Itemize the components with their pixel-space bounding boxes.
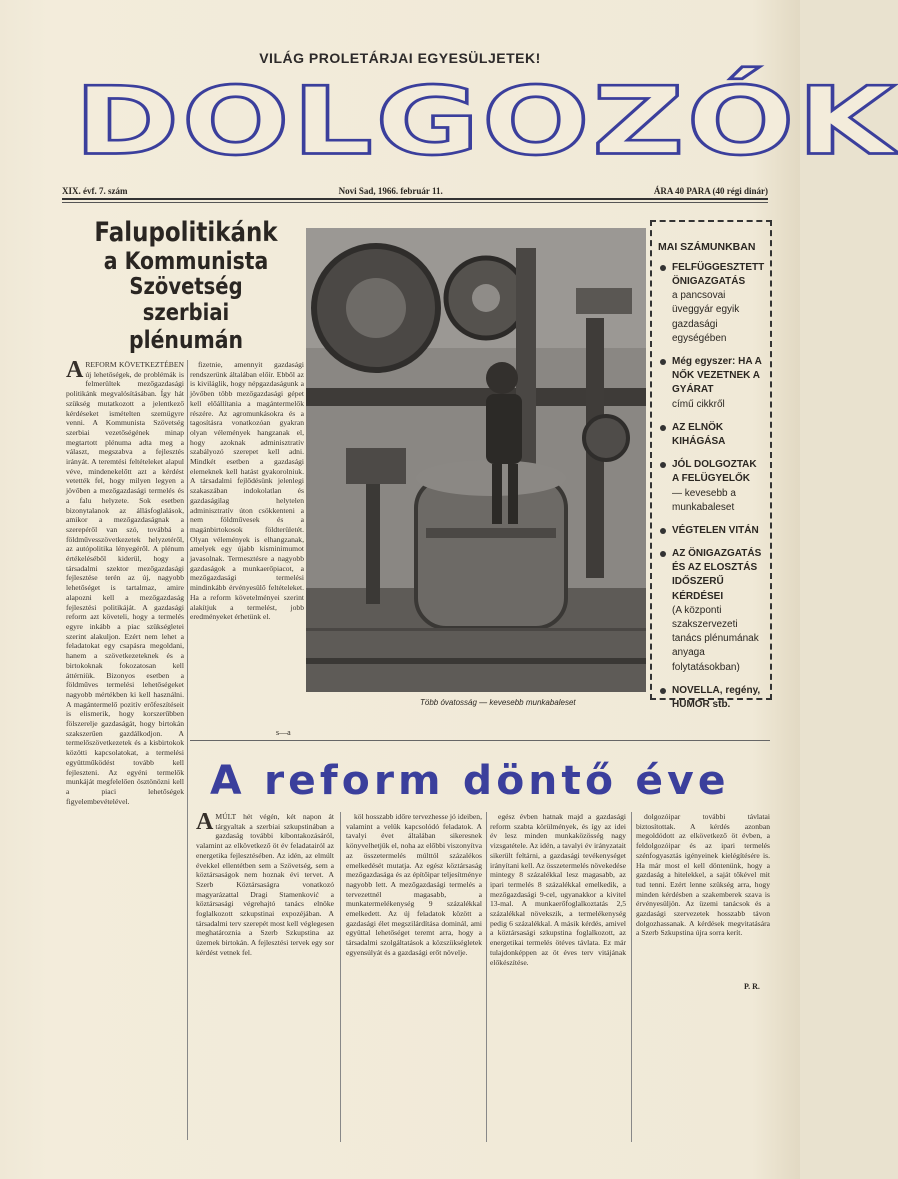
issue-info-bar [62,186,768,200]
contents-item-note: (A központi szakszervezeti tanács plénumának anyaga folytatásokban) [672,604,759,673]
article2-column-3 [490,812,626,1142]
article2-signoff: P. R. [744,982,760,991]
slogan: VILÁG PROLETÁRJAI EGYESÜLJETEK! [259,50,541,66]
article2-column-4 [636,812,770,1142]
dropcap: A [196,809,214,835]
contents-item-title: NOVELLA, regény, HUMOR stb. [672,684,761,710]
article-text: egész évben hatnak majd a gazdasági reform szabta körülmények, és így az idei év lesz minden munkaközösség nagy vizsgatétele. Az idén, a tavalyi év irányzatait sikerült feltárni, a gazdasági tevékenységet irányítani kell. Az összetermelés növekedése mintegy 8 százalékkal lesz magasabb, az ipari termelés 8 százalékkal emelkedik, a mezőgazdasági 9-cel, ugyanakkor a kivitel 13-mal. A munkaerőfoglalkoztatás 2,5 százalékkal növekszik, a termelékenység pedig 6 százalékkal. A másik kérdés, amivel a köztársasági szkupstina foglalkozott, az energetikai termelés ötéves távlata. Ez már tulajdonképpen az öt éves terv vitájának előkészítése. [490,812,627,967]
contents-heading: MAI SZÁMUNKBAN [658,241,756,253]
contents-item-note: című cikkről [672,398,725,410]
headline-line: a Kommunista [103,247,269,276]
contents-item[interactable] [658,355,764,412]
section-divider [190,740,770,741]
contents-item-title: JÓL DOLGOZTAK A FELÜGYELŐK [672,459,757,485]
contents-item[interactable] [658,524,764,538]
contents-item[interactable] [658,421,764,449]
article-text: dolgozóipar további távlatai biztosítottak. A kérdés azonban megoldódott az elkövetkező öt évben, a feldolgozóipar és az ipari termelés szénfogyasztás igényeinek kielégítésére is. Ha már most el kell döntenünk, hogy a gazdaság a hitelekkel, a saját tőkével mit tud tenni. Ezért lenne szükség arra, hogy minden kérdésben a szakemberek szava is érvényesüljön. Az üzemi tanácsok és a gazdasági szervezetek hosszabb távon dolgozhassanak. A kérdések megvitatására a Szerb Szkupstina újra sorra kerít. [636,812,770,938]
contents-item-note: a pancsovai üveggyár egyik gazdasági egységében [672,290,740,344]
column-divider [631,812,632,1142]
contents-item[interactable] [658,684,764,712]
article-text: fizetnie, amennyit gazdasági rendszerünk általában előír. Ebből az is kiviláglik, hogy népgazdaságunk a jövőben több mezőgazdasági gépet kell előállítania a magántermelők részére. Az agromunkásokra és a tagosításra vonatkozóan gyakran olyan vélemények hangzanak el, hogy azoknak adminisztratív szabályozó szerepet kell adni. Mindkét esetben a gazdasági elemeknek kell hatást gyakorolniuk. A társadalmi fejlődésünk jelenlegi szakaszában indokolatlan és gazdaságilag helytelen adminisztratív úton csökkenteni a nem földművesek és a magánbirtokosok földterületét. Olyan vélemények is elhangzanak, amelyek egy újabb kisminimumot javasolnak. Termesztésre a nagyobb gazdaságok a munkaerőpiacot, a mezőgazdasági termelési mindinkább érvényesülő feltételeket. Ha a reform követelményei szerint alakítjuk a termelést, jobb eredményeket érhetünk el. [190,360,304,622]
article1-column-1 [66,357,184,1095]
column-divider [486,812,487,1142]
article1-headline [66,218,306,353]
headline-line: Falupolitikánk [94,217,278,248]
contents-item-title: AZ ÖNIGAZGATÁS ÉS AZ ELOSZTÁS IDŐSZERŰ KÉRDÉSEI [672,548,762,602]
contents-item[interactable] [658,261,764,346]
issue-number: XIX. évf. 7. szám [62,186,128,196]
article-text: REFORM KÖVETKEZTÉBEN új lehetőségek, de problémák is felmerültek mezőgazdasági politikánk megvalósításában. Így hát szükség mutatkozott a jelentkező kérdéseket ismételten szemügyre venni. A Kommunista Szövetség szerbiai vezetőségének minap megtartott plénuma adta meg a választ, megszabva a fejlesztés irányát. A teremtési feltételeket alapul véve, mindenekelőtt azt a kérdést vetették fel, hogy milyen legyen a jövőben a mezőgazdasági termelés és a falu helyzete. Sok esetben bizonytalanok az állásfoglalások, amikor a mezőgazdaságnak a szerepéről van szó, továbbá a földművesszövetkezetek helyzetéről, az autópolitika lényegéről. A plénum értékeléséből kiderül, hogy a társadalmi szektor mezőgazdasági fejlesztése terén az új, nagyobb lehetőséget is tartalmaz, amire alapozni kell a mezőgazdaság fejlesztési politikáját. A gazdasági reform azt követeli, hogy a termelés egyre inkább a piac szükségletei szerint alakuljon. Ezért nem lehet a feladatokat egy csapásra megoldani, hanem a szövetkezeteknek és a birtokoknak fokozatosan kell áttérniük. Bizonyos esetben a földműves termelési lehetőségeket nagyobb mértékben ki kell használni. A magántermelő pozitív erőfeszítéseit is elismerik, hogy korszerűbben fölszerelje gazdaságát, hogy birtokán szakszerűen gazdálkodjon. A termelőszövetkezetek és a kisbirtokok közötti kapcsolatokat, a termelési együttműködést tovább kell fejleszteni. Az egyéni termelők munkáját megfelelően ösztönözni kell a piaci lehetőségek figyelembevételével. [66,360,184,806]
contents-item-note: — kevesebb a munkabaleset [672,487,736,513]
article2-column-1 [196,809,334,1142]
contents-item-title: Még egyszer: HA A NŐK VEZETNEK A GYÁRAT [672,356,762,396]
header-rule [62,202,768,203]
article1-signoff: s—a [276,728,291,737]
contents-item-title: VÉGTELEN VITÁN [672,524,759,536]
contents-item[interactable] [658,458,764,515]
place-date: Novi Sad, 1966. február 11. [338,186,443,196]
factory-photo [306,228,646,692]
article-text: MÚLT hét végén, két napon át tárgyaltak a szerbiai szkupstinában a gazdaság további kibontakozásáról, valamint az elkövetkező öt év feladatairól az energetika fejlesztésében. Az idén, az elmúlt évekkel ellentétben sem a Szövetség, sem a köztársaságok nem hoznak évi tervet. A Szerb Köztársaságra vonatkozó magyarázattal Dragi Stamenković a köztársasági végrehajtó tanács elnöke foglalkozott szkupstinai expozéjában. A társadalmi terv szerepét most kell véglegesen meghatároznia a Szerb Szkupstina az üzemek birtokán. A fejlesztési tervek egy sor kérdést vetnek fel. [196,812,334,957]
contents-box [650,220,772,710]
masthead-title: DOLGOZÓK [74,66,898,176]
column-divider [340,812,341,1142]
article2-headline: A reform döntő éve [210,758,730,804]
headline-line: plénumán [128,325,244,354]
column-divider [187,360,188,1140]
contents-item-title: FELFÜGGESZTETT ÖNIGAZGATÁS [672,261,765,288]
contents-item-title: AZ ELNÖK KIHÁGÁSA [672,421,726,447]
article-text: köl hosszabb időre tervezhesse jó ideiben, valamint a velük kapcsolódó feladatok. A tavalyi évet általában sikeresnek könyvelhetjük el, noha az előbbi viszonyítva az összetermelés múlttól százalékos emelkedését mutatja. Az egész köztársaság mezőgazdasága és az építőipar teljesítménye nagyobb lett. A mezőgazdasági termelés a tervezettnél magasabb, a munkatermelékenység 9 százalékkal emelkedett. Az új feladatok között a gazdasági élet megszilárdítása dominál, ami együttal lehetőséget teremt arra, hogy a társadalmi szolgáltatások a közszükségletek egyensúlyát és a gazdasági erőt növelje. [346,812,482,957]
photo-caption: Több óvatosság — kevesebb munkabaleset [420,698,576,707]
article2-column-2 [346,812,482,1142]
dropcap: A [66,357,84,383]
headline-line: Szövetség szerbiai [129,274,243,326]
price: ÁRA 40 PARA (40 régi dinár) [653,186,768,196]
contents-item[interactable] [658,547,764,675]
article1-column-2 [190,360,304,730]
